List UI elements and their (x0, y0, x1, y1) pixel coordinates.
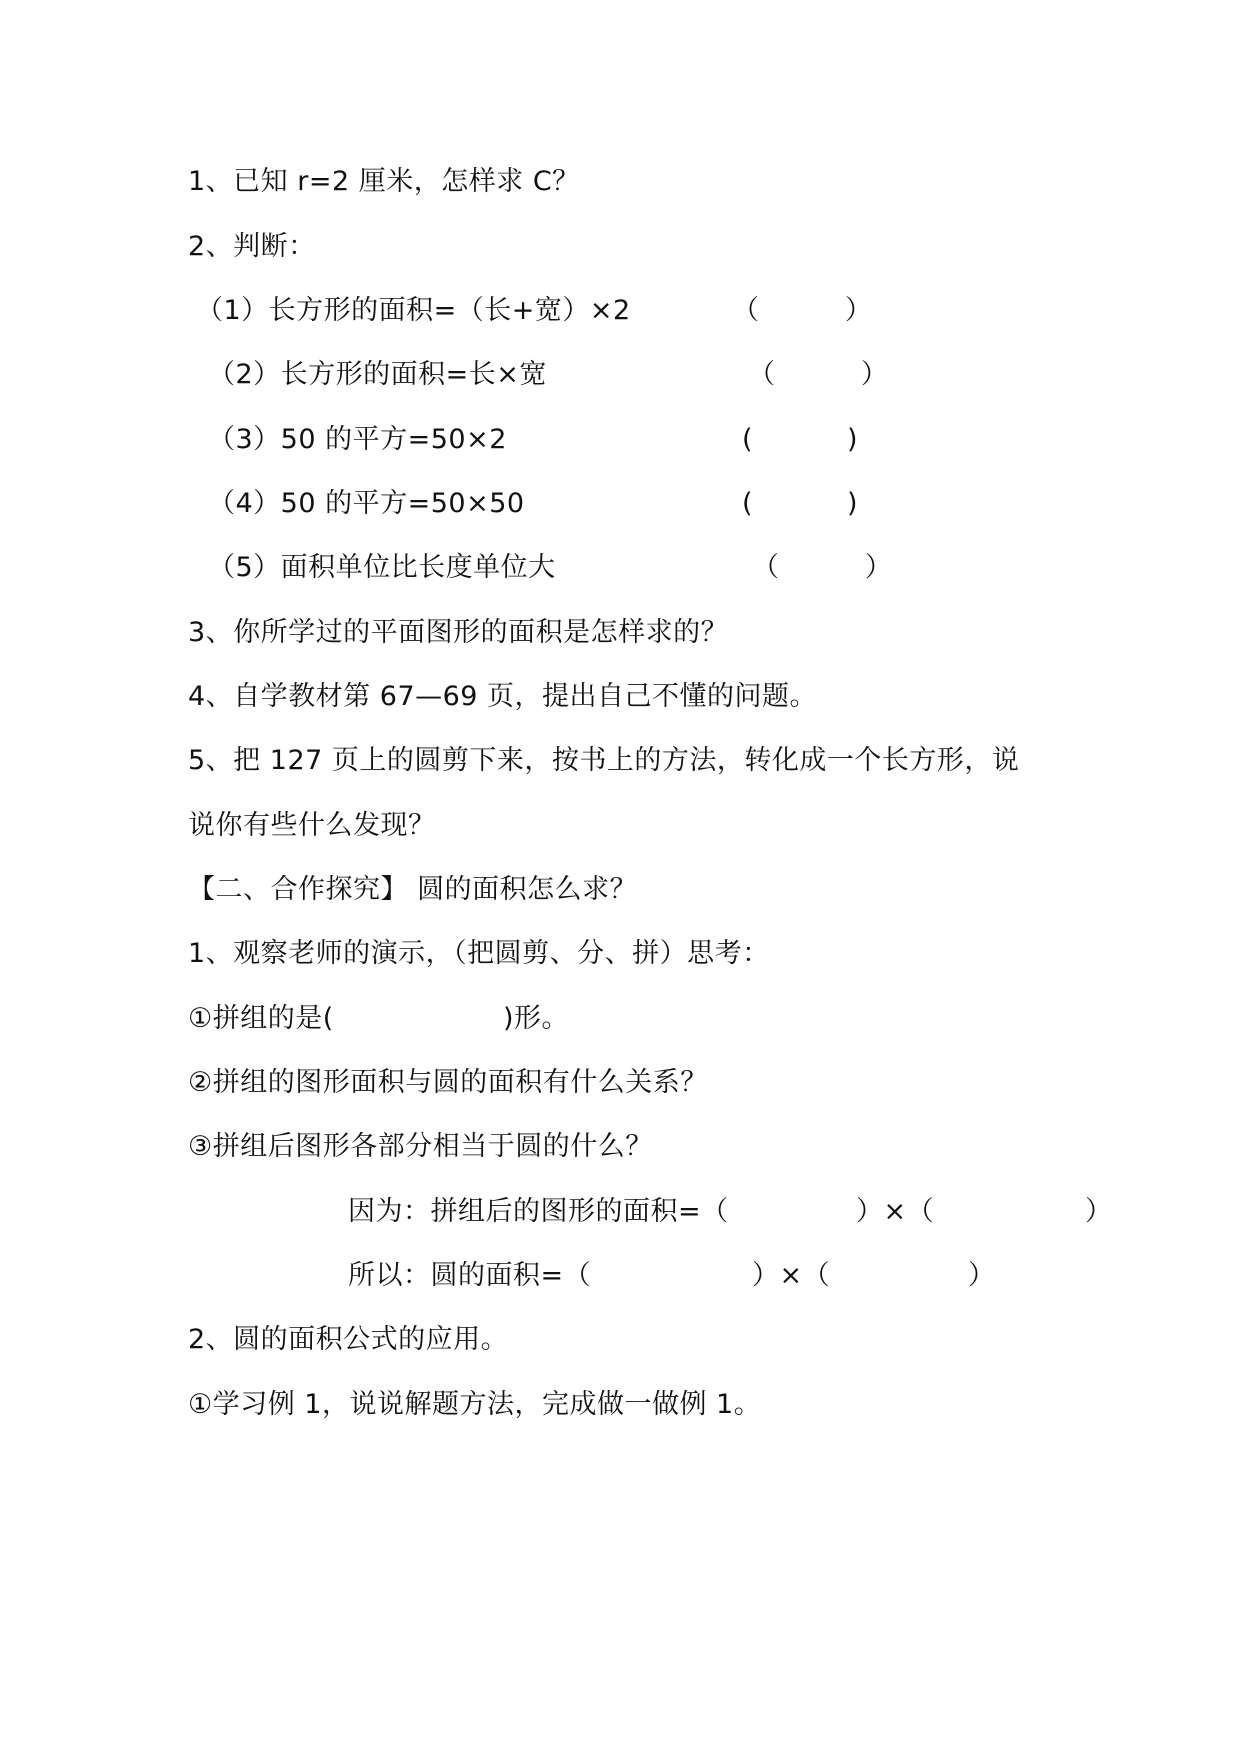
question-5-line-1: 5、把 127 页上的圆剪下来，按书上的方法，转化成一个长方形，说 (188, 745, 1020, 776)
judge-answer-2: （ ） (748, 359, 888, 390)
judge-item-4: （4）50 的平方=50×50 (208, 488, 525, 519)
judge-item-1: （1）长方形的面积=（长+宽）×2 (196, 295, 631, 326)
section-heading-cooperative-inquiry: 【二、合作探究】 圆的面积怎么求？ (188, 874, 638, 905)
inquiry-item-3: ③拼组后图形各部分相当于圆的什么？ (188, 1131, 653, 1162)
because-times: ）×（ (856, 1196, 935, 1227)
judge-answer-3: ( ) (742, 424, 858, 455)
question-5-line-2: 说你有些什么发现？ (188, 810, 436, 841)
fill-blank-shape-end: )形。 (503, 1003, 570, 1034)
judge-item-5: （5）面积单位比长度单位大 (208, 552, 556, 583)
fill-blank-shape-start: ①拼组的是( (188, 1003, 334, 1034)
question-3: 3、你所学过的平面图形的面积是怎样求的？ (188, 617, 729, 648)
application-heading: 2、圆的面积公式的应用。 (188, 1324, 509, 1355)
therefore-times: ）×（ (752, 1260, 831, 1291)
judge-item-2: （2）长方形的面积=长×宽 (208, 359, 547, 390)
inquiry-question-1: 1、观察老师的演示，（把圆剪、分、拼）思考： (188, 938, 770, 969)
question-2-heading: 2、判断： (188, 231, 316, 262)
therefore-close: ） (968, 1260, 996, 1291)
because-line: 因为：拼组后的图形的面积=（ (348, 1196, 729, 1227)
application-item-1: ①学习例 1，说说解题方法，完成做一做例 1。 (188, 1389, 762, 1420)
judge-answer-4: ( ) (742, 488, 858, 519)
because-close: ） (1085, 1196, 1113, 1227)
therefore-line: 所以：圆的面积=（ (348, 1260, 592, 1291)
question-1: 1、已知 r=2 厘米，怎样求 C？ (188, 166, 580, 197)
judge-answer-1: （ ） (732, 295, 872, 326)
question-4: 4、自学教材第 67—69 页，提出自己不懂的问题。 (188, 681, 818, 712)
inquiry-item-2: ②拼组的图形面积与圆的面积有什么关系？ (188, 1067, 708, 1098)
judge-answer-5: （ ） (752, 552, 892, 583)
judge-item-3: （3）50 的平方=50×2 (208, 424, 507, 455)
